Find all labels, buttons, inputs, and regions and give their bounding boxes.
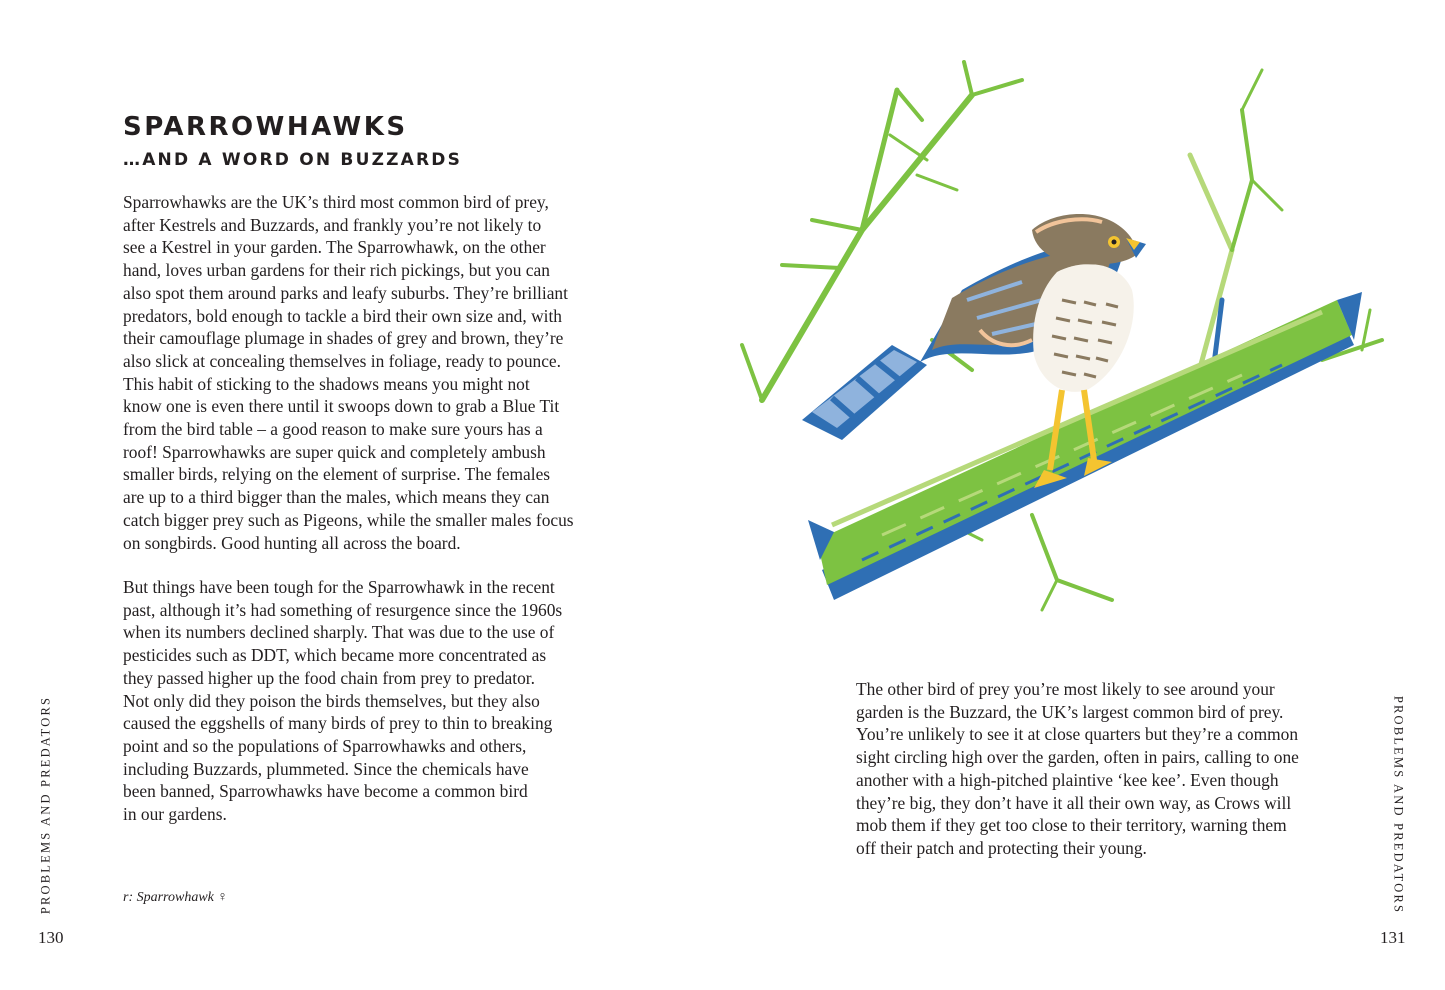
text-line: also slick at concealing themselves in foliage, ready to pounce.	[123, 350, 562, 371]
page-title: SPARROWHAWKS	[123, 112, 408, 142]
left-page	[0, 0, 722, 990]
text-line: The other bird of prey you’re most likely to see around your	[856, 679, 1275, 699]
text-line: they passed higher up the food chain from prey to predator.	[123, 667, 535, 688]
text-line: hand, loves urban gardens for their rich pickings, but you can	[123, 260, 550, 281]
illustration-caption: r: Sparrowhawk ♀	[123, 890, 228, 905]
page-subtitle: …AND A WORD ON BUZZARDS	[123, 150, 463, 170]
text-line: pesticides such as DDT, which became more concentrated as	[123, 645, 547, 666]
text-line: But things have been tough for the Sparrowhawk in the recent	[123, 577, 555, 597]
text-line: in our gardens.	[123, 804, 227, 825]
sparrowhawk-illustration	[722, 0, 1445, 640]
text-line: off their patch and protecting their young.	[856, 837, 1147, 858]
text-line: smaller birds, relying on the element of surprise. The females	[123, 464, 551, 485]
running-head: PROBLEMS AND PREDATORS	[1391, 695, 1406, 915]
body-paragraph-3	[856, 678, 1299, 860]
text-line: another with a high-pitched plaintive ‘kee kee’. Even though	[856, 769, 1279, 790]
text-line: predators, bold enough to tackle a bird their own size and, with	[123, 305, 562, 326]
text-line: they’re big, they don’t have it all their own way, as Crows will	[856, 792, 1292, 813]
text-line: You’re unlikely to see it at close quarters but they’re a common	[856, 724, 1299, 745]
text-line: point and so the populations of Sparrowhawks and others,	[123, 735, 527, 756]
text-line: are up to a third bigger than the males, which means they can	[123, 487, 550, 508]
page-number: 131	[1380, 928, 1406, 947]
text-line: been banned, Sparrowhawks have become a common bird	[123, 781, 528, 802]
text-line: from the bird table – a good reason to make sure yours has a	[123, 419, 543, 440]
text-line: their camouflage plumage in shades of grey and brown, they’re	[123, 328, 564, 349]
page-number: 130	[38, 928, 64, 947]
text-line: on songbirds. Good hunting all across the board.	[123, 532, 461, 553]
text-line: know one is even there until it swoops down to grab a Blue Tit	[123, 396, 560, 417]
text-line: sight circling high over the garden, often in pairs, calling to one	[856, 747, 1299, 768]
text-line: when its numbers declined sharply. That was due to the use of	[123, 622, 555, 643]
text-line: Sparrowhawks are the UK’s third most common bird of prey,	[123, 192, 549, 212]
text-line: after Kestrels and Buzzards, and frankly you’re not likely to	[123, 214, 542, 235]
text-line: mob them if they get too close to their territory, warning them	[856, 815, 1287, 836]
running-head: PROBLEMS AND PREDATORS	[38, 695, 53, 915]
text-line: past, although it’s had something of resurgence since the 1960s	[123, 599, 563, 620]
text-line: roof! Sparrowhawks are super quick and completely ambush	[123, 441, 546, 462]
text-line: including Buzzards, plummeted. Since the chemicals have	[123, 758, 529, 779]
text-line: garden is the Buzzard, the UK’s largest common bird of prey.	[856, 701, 1284, 722]
text-line: also spot them around parks and leafy suburbs. They’re brilliant	[123, 282, 568, 303]
body-paragraph-1	[123, 191, 574, 554]
right-page	[722, 0, 1445, 990]
text-line: This habit of sticking to the shadows means you might not	[123, 373, 530, 394]
text-line: Not only did they poison the birds themselves, but they also	[123, 690, 540, 711]
text-line: caused the eggshells of many birds of prey to thin to breaking	[123, 713, 553, 734]
sparrowhawk-bird	[802, 214, 1146, 488]
body-paragraph-2	[123, 576, 562, 826]
text-line: catch bigger prey such as Pigeons, while the smaller males focus	[123, 509, 574, 530]
text-line: see a Kestrel in your garden. The Sparrowhawk, on the other	[123, 237, 546, 258]
